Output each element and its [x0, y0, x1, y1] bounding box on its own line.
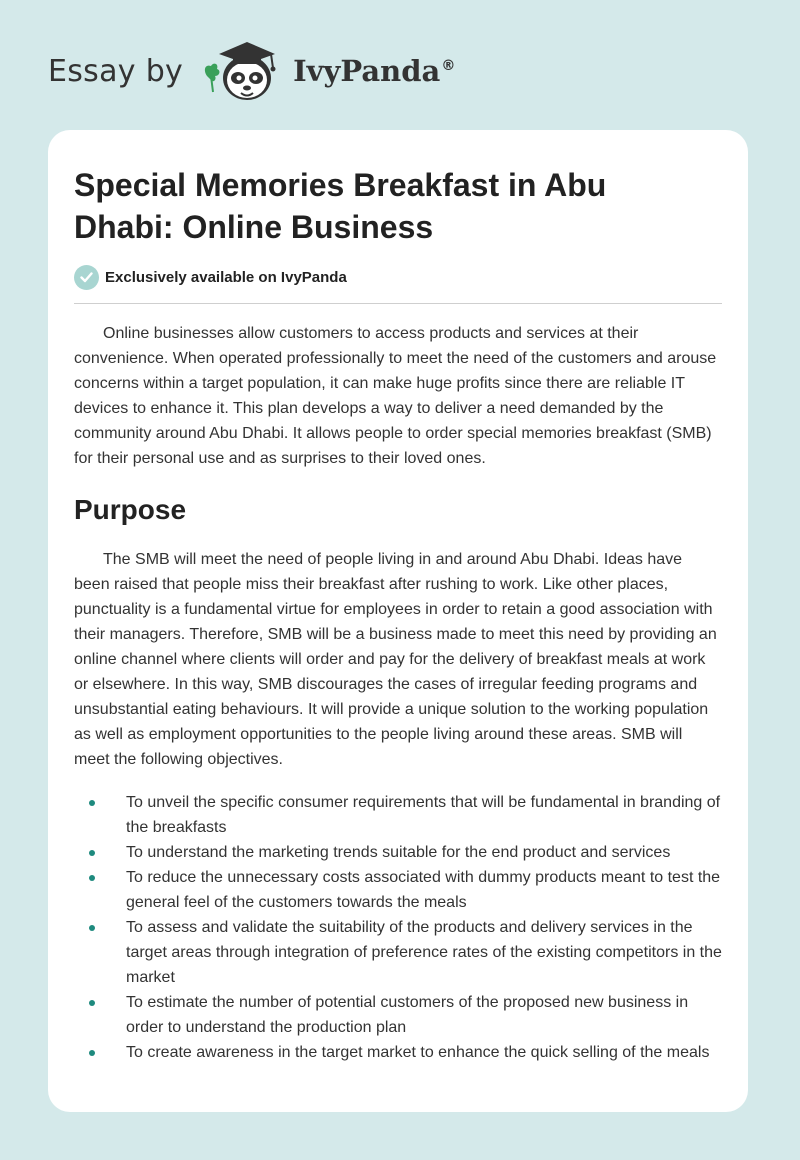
- bullet-icon: [89, 925, 95, 931]
- list-item-text: To create awareness in the target market to enhance the quick selling of the meals: [126, 1044, 710, 1061]
- brand-prefix: Essay by: [48, 53, 184, 89]
- bullet-icon: [89, 875, 95, 881]
- bullet-icon: [89, 800, 95, 806]
- list-item-text: To understand the marketing trends suitable for the end product and services: [126, 844, 671, 861]
- panda-graduate-icon: [199, 36, 289, 106]
- intro-paragraph: Online businesses allow customers to access products and services at their convenience. When operated professionally to meet the need of the customers and arouse concerns within a target population, it can make huge profits since there are reliable IT devices to enhance it. This plan develops a way to deliver a need demanded by the community around Abu Dhabi. It allows people to order special memories breakfast (SMB) for their personal use and as surprises to their loved ones.: [74, 325, 717, 467]
- article-card: [48, 130, 748, 1112]
- purpose-paragraph: The SMB will meet the need of people living in and around Abu Dhabi. Ideas have been raised that people miss their breakfast after rushing to work. Like other places, punctuality is a fundamental virtue for employees in order to retain a good association with their managers. Therefore, SMB will be a business made to meet this need by providing an online channel where clients will order and pay for the delivery of breakfast meals at work or elsewhere. In this way, SMB discourages the cases of irregular feeding programs and unsubstantial eating behaviours. It will provide a unique solution to the working population as well as employment opportunities to the people living around these areas. SMB will meet the following objectives.: [74, 551, 717, 768]
- list-item: [74, 790, 722, 840]
- registered-mark: ®: [441, 58, 456, 75]
- divider: [74, 303, 722, 304]
- list-item-text: To estimate the number of potential customers of the proposed new business in order to understand the production plan: [126, 994, 689, 1036]
- exclusive-badge: [74, 263, 722, 291]
- list-item: [74, 865, 722, 915]
- bullet-icon: [89, 1000, 95, 1006]
- list-item: [74, 1040, 722, 1065]
- bullet-icon: [89, 850, 95, 856]
- exclusive-label: Exclusively available on IvyPanda: [105, 268, 347, 286]
- list-item-text: To unveil the specific consumer requirements that will be fundamental in branding of the breakfasts: [126, 794, 721, 836]
- check-circle-icon: [74, 265, 99, 290]
- list-item: [74, 840, 722, 865]
- bullet-icon: [89, 1050, 95, 1056]
- list-item-text: To assess and validate the suitability of the products and delivery services in the target areas through integration of preference rates of the existing competitors in the market: [126, 919, 722, 986]
- section-heading-purpose: Purpose: [74, 494, 187, 525]
- brand-name: IvyPanda®: [293, 54, 456, 88]
- article-title: Special Memories Breakfast in Abu Dhabi: Online Business: [74, 167, 607, 245]
- brand-header[interactable]: [48, 36, 455, 106]
- list-item: [74, 915, 722, 990]
- list-item-text: To reduce the unnecessary costs associated with dummy products meant to test the general feel of the customers towards the meals: [126, 869, 721, 911]
- list-item: [74, 990, 722, 1040]
- objectives-list: [74, 790, 722, 1065]
